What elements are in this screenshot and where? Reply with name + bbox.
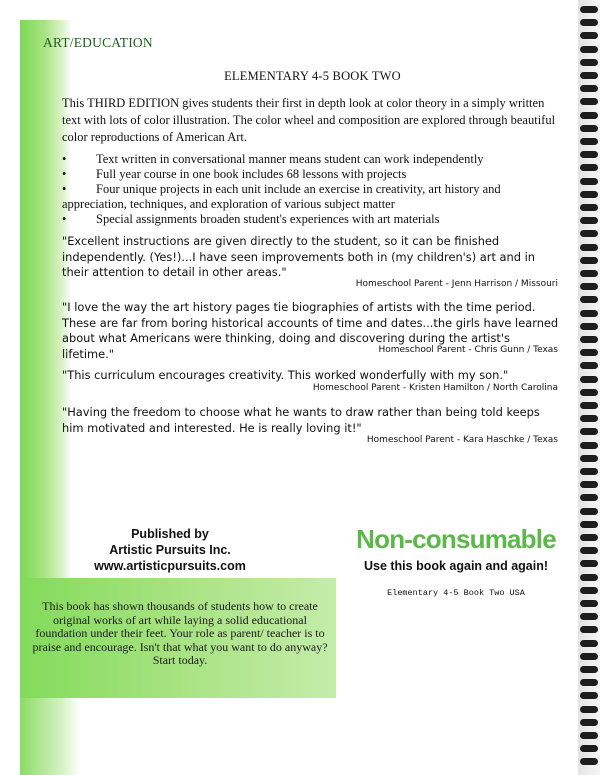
spiral-coil	[580, 98, 598, 105]
testimonial-quote: "Having the freedom to choose what he wants to draw rather than being told keeps him motivated and interested. He is really loving it!"	[62, 405, 540, 435]
non-consumable-title: Non-consumable	[356, 524, 556, 554]
spiral-coil	[580, 508, 598, 515]
spiral-coil	[580, 178, 598, 185]
spiral-coil	[580, 32, 598, 39]
book-title: ELEMENTARY 4-5 BOOK TWO	[224, 69, 401, 83]
spiral-coil	[580, 204, 598, 211]
bullet-icon: •	[62, 212, 67, 226]
publisher-line: Published by	[131, 527, 209, 541]
spiral-coil	[580, 428, 598, 435]
spiral-coil	[580, 560, 598, 567]
spiral-coil	[580, 125, 598, 132]
spiral-coil	[580, 19, 598, 26]
spiral-coil	[580, 257, 598, 264]
spiral-coil	[580, 244, 598, 251]
spiral-coil	[580, 626, 598, 633]
spiral-coil	[580, 6, 598, 13]
feature-item: • Four unique projects in each unit include an exercise in creativity, art history and appreciation, techniques, and exploration of various subject matter	[62, 182, 501, 211]
spiral-coil	[580, 732, 598, 739]
spiral-coil	[580, 164, 598, 171]
spiral-coil	[580, 310, 598, 317]
spiral-coil	[580, 389, 598, 396]
bullet-icon: •	[62, 182, 67, 196]
spiral-coil	[580, 376, 598, 383]
spiral-coil	[580, 719, 598, 726]
spiral-coil	[580, 296, 598, 303]
spiral-coil	[580, 46, 598, 53]
spiral-coil	[580, 640, 598, 647]
spiral-coil	[580, 230, 598, 237]
spiral-coil	[580, 151, 598, 158]
spiral-coil	[580, 283, 598, 290]
testimonial-quote: "I love the way the art history pages tie biographies of artists with the time period. These are far from boring historical accounts of time and dates...the girls have learned about what Americans were thinking, doing and discovering during the artist's lifetime."	[62, 300, 559, 361]
spiral-coil	[580, 692, 598, 699]
spiral-coil	[580, 270, 598, 277]
spiral-coil	[580, 534, 598, 541]
product-code: Elementary 4-5 Book Two USA	[387, 588, 525, 598]
feature-item: • Full year course in one book includes 68 lessons with projects	[62, 167, 407, 181]
testimonial-attribution: Homeschool Parent - Kristen Hamilton / North Carolina	[312, 383, 558, 393]
publisher-name: Artistic Pursuits Inc.	[109, 543, 231, 557]
spiral-coil	[580, 349, 598, 356]
bullet-icon: •	[62, 167, 67, 181]
spiral-coil	[580, 112, 598, 119]
spiral-coil	[580, 138, 598, 145]
spiral-coil	[580, 217, 598, 224]
feature-item: • Special assignments broaden student's experiences with art materials	[62, 212, 440, 226]
promo-fade	[20, 698, 80, 775]
spiral-coil	[580, 323, 598, 330]
promo-text: This book has shown thousands of students how to create original works of art while laying a solid educational foundation under their feet. Your role as parent/ teacher is to praise and encourage. Isn't that what you want to do anyway? Start today.	[32, 599, 328, 667]
testimonial-attribution: Homeschool Parent - Jenn Harrison / Missouri	[355, 279, 558, 289]
spiral-coil	[580, 706, 598, 713]
bullet-icon: •	[62, 152, 67, 166]
spiral-coil	[580, 521, 598, 528]
testimonial-attribution: Homeschool Parent - Chris Gunn / Texas	[378, 345, 558, 355]
spiral-coil	[580, 613, 598, 620]
testimonial-attribution: Homeschool Parent - Kara Haschke / Texas	[366, 435, 558, 445]
spiral-coil	[580, 468, 598, 475]
spiral-coil	[580, 666, 598, 673]
spiral-coil	[580, 415, 598, 422]
feature-item: • Text written in conversational manner means student can work independently	[62, 152, 484, 166]
testimonial-quote: "Excellent instructions are given directly to the student, so it can be finished independently. (Yes!)...I have seen improvements both in (my children's) art and in their attention to detail in other areas."	[62, 234, 535, 279]
spiral-coil	[580, 442, 598, 449]
spiral-coil	[580, 758, 598, 765]
testimonial-quote: "This curriculum encourages creativity. This worked wonderfully with my son."	[62, 368, 509, 382]
spiral-coil	[580, 85, 598, 92]
publisher-block	[80, 526, 260, 574]
non-consumable-subtitle: Use this book again and again!	[363, 559, 549, 573]
spiral-coil	[580, 362, 598, 369]
spiral-coil	[580, 336, 598, 343]
spiral-coil	[580, 653, 598, 660]
spiral-coil	[580, 547, 598, 554]
spiral-binding	[578, 0, 598, 775]
spiral-coil	[580, 679, 598, 686]
spiral-coil	[580, 574, 598, 581]
spiral-coil	[580, 745, 598, 752]
spiral-coil	[580, 600, 598, 607]
spiral-coil	[580, 455, 598, 462]
spiral-coil	[580, 587, 598, 594]
spiral-coil	[580, 494, 598, 501]
spiral-coil	[580, 402, 598, 409]
category-label: ART/EDUCATION	[43, 35, 153, 50]
spiral-coil	[580, 59, 598, 66]
spiral-coil	[580, 191, 598, 198]
intro-paragraph: This THIRD EDITION gives students their first in depth look at color theory in a simply written text with lots of color illustration. The color wheel and composition are explored through beautiful color reproductions of American Art.	[62, 96, 556, 144]
publisher-website: www.artisticpursuits.com	[94, 559, 246, 573]
feature-list	[62, 152, 557, 227]
spiral-coil	[580, 481, 598, 488]
